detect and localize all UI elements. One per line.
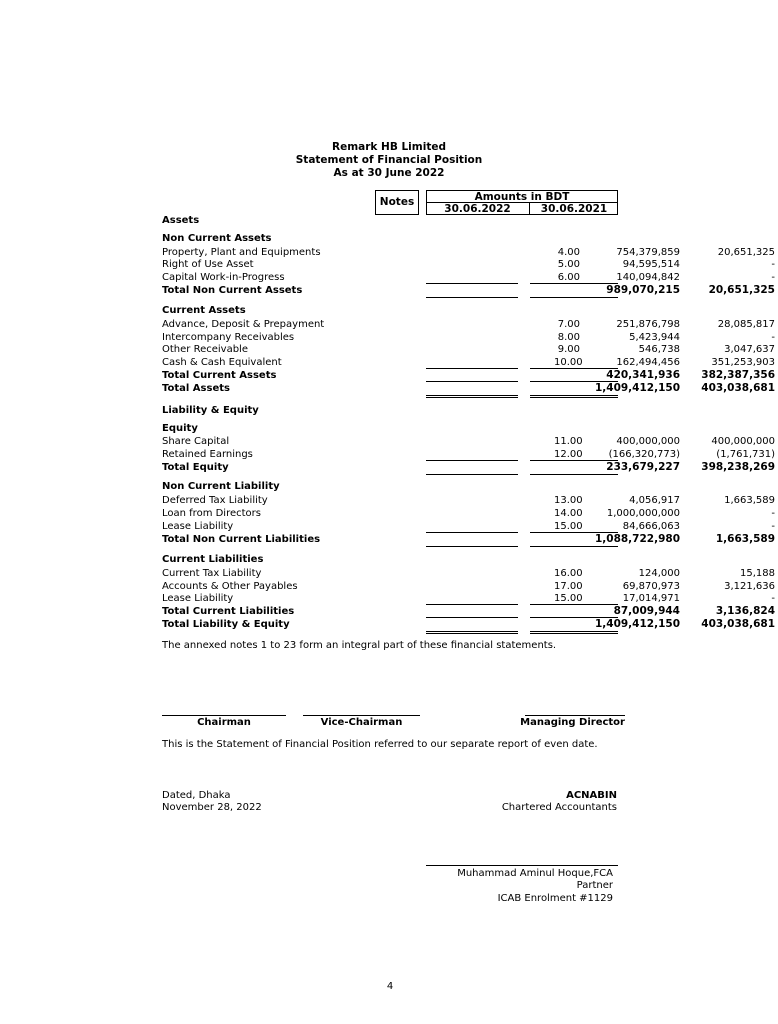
row-value-2021: 351,253,903 [711,357,775,368]
row-note: 10.00 [554,357,583,368]
row-label: Lease Liability [162,521,234,532]
row-note: 7.00 [557,319,580,330]
row-label: Loan from Directors [162,508,261,519]
row-value-2021: 1,663,589 [724,495,775,506]
row-value-2021: - [771,332,775,343]
row-value-2022: 233,679,227 [606,461,680,473]
row-label: Lease Liability [162,593,234,604]
table-row [162,343,775,356]
sig-chairman: Chairman [197,717,251,728]
row-value-2022: 420,341,936 [606,369,680,381]
section-non-current-assets: Non Current Assets [162,233,272,244]
auditor-title: Partner [576,880,613,891]
row-value-2021: 28,085,817 [717,319,775,330]
row-value-2022: 400,000,000 [616,436,680,447]
row-note: 16.00 [554,568,583,579]
row-value-2022: 140,094,842 [616,272,680,283]
row-value-2021: 3,047,637 [724,344,775,355]
table-row [162,507,775,520]
signature-line-chairman [162,715,286,716]
total-rule [530,546,618,547]
row-note: 17.00 [554,581,583,592]
notes-header: Notes [379,196,415,208]
row-note: 15.00 [554,593,583,604]
row-value-2022: 754,379,859 [616,247,680,258]
section-current-assets: Current Assets [162,305,246,316]
row-value-2022: 5,423,944 [629,332,680,343]
dated-date: November 28, 2022 [162,802,262,813]
row-note: 12.00 [554,449,583,460]
row-label: Share Capital [162,436,230,447]
row-note: 4.00 [557,247,580,258]
statement-date: As at 30 June 2022 [333,167,445,179]
grand-total-rule [426,395,518,398]
dated-place: Dated, Dhaka [162,790,231,801]
row-label: Accounts & Other Payables [162,581,298,592]
row-label: Intercompany Receivables [162,332,295,343]
row-label: Other Receivable [162,344,248,355]
row-value-2021: 1,663,589 [715,533,775,545]
row-value-2022: 1,409,412,150 [594,618,680,630]
total-rule [426,546,518,547]
row-value-2021: - [771,508,775,519]
audit-firm: ACNABIN [566,790,617,801]
year-prior-header: 30.06.2021 [540,203,608,215]
sig-vice-chairman: Vice-Chairman [320,717,403,728]
row-value-2021: (1,761,731) [716,449,775,460]
row-label: Total Current Liabilities [162,606,295,617]
total-rule [530,297,618,298]
section-equity: Equity [162,423,198,434]
grand-total-rule [530,631,618,634]
row-note: 14.00 [554,508,583,519]
total-row [162,533,775,546]
row-value-2022: 17,014,971 [622,593,680,604]
row-value-2021: 3,121,636 [724,581,775,592]
row-note: 8.00 [557,332,580,343]
row-label: Advance, Deposit & Prepayment [162,319,325,330]
total-rule [530,474,618,475]
sig-managing-director: Managing Director [520,717,625,728]
amounts-header: Amounts in BDT [474,191,570,203]
row-value-2022: (166,320,773) [608,449,680,460]
table-row [162,494,775,507]
row-value-2021: 20,651,325 [717,247,775,258]
row-value-2022: 546,738 [638,344,680,355]
row-value-2021: 382,387,356 [701,369,775,381]
row-value-2021: 20,651,325 [708,284,775,296]
auditor-name: Muhammad Aminul Hoque,FCA [457,868,613,879]
row-value-2022: 94,595,514 [622,259,680,270]
signature-line-md [525,715,625,716]
table-row [162,567,775,580]
row-value-2021: - [771,272,775,283]
total-row [162,618,775,631]
row-label: Total Current Assets [162,370,277,381]
row-value-2021: 15,188 [740,568,775,579]
audit-firm-type: Chartered Accountants [501,802,617,813]
auditor-enrolment: ICAB Enrolment #1129 [497,893,613,904]
row-note: 11.00 [554,436,583,447]
row-value-2022: 69,870,973 [622,581,680,592]
row-value-2021: 400,000,000 [711,436,775,447]
company-name: Remark HB Limited [332,141,446,153]
table-row [162,435,775,448]
signature-line-auditor [426,865,618,866]
annex-note: The annexed notes 1 to 23 form an integral part of these financial statements. [162,640,557,651]
row-value-2022: 4,056,917 [629,495,680,506]
section-current-liabilities: Current Liabilities [162,554,264,565]
row-value-2022: 1,088,722,980 [594,533,680,545]
row-value-2021: 403,038,681 [701,618,775,630]
row-label: Property, Plant and Equipments [162,247,321,258]
table-row [162,318,775,331]
row-label: Cash & Cash Equivalent [162,357,282,368]
row-label: Total Assets [162,383,230,394]
row-note: 5.00 [557,259,580,270]
row-label: Current Tax Liability [162,568,262,579]
row-label: Total Liability & Equity [162,619,290,630]
row-value-2021: 398,238,269 [701,461,775,473]
total-row [162,382,775,395]
row-value-2022: 162,494,456 [616,357,680,368]
row-value-2022: 124,000 [638,568,680,579]
signature-line-vice-chairman [303,715,420,716]
row-value-2022: 1,000,000,000 [606,508,680,519]
statement-title: Statement of Financial Position [295,154,483,166]
row-value-2021: - [771,593,775,604]
row-note: 9.00 [557,344,580,355]
total-rule [426,297,518,298]
total-row [162,284,775,297]
section-liability-equity: Liability & Equity [162,405,259,416]
row-note: 13.00 [554,495,583,506]
row-value-2022: 1,409,412,150 [594,382,680,394]
row-label: Capital Work-in-Progress [162,272,285,283]
row-value-2021: 3,136,824 [715,605,775,617]
row-label: Right of Use Asset [162,259,254,270]
row-label: Total Equity [162,462,229,473]
total-row [162,461,775,474]
table-row [162,258,775,271]
row-label: Deferred Tax Liability [162,495,268,506]
row-value-2022: 87,009,944 [613,605,680,617]
row-value-2021: - [771,521,775,532]
row-note: 6.00 [557,272,580,283]
row-label: Total Non Current Liabilities [162,534,321,545]
row-value-2022: 989,070,215 [606,284,680,296]
row-value-2021: 403,038,681 [701,382,775,394]
total-rule [426,474,518,475]
page-number: 4 [386,981,394,992]
row-value-2022: 84,666,063 [622,521,680,532]
row-note: 15.00 [554,521,583,532]
row-value-2021: - [771,259,775,270]
row-label: Total Non Current Assets [162,285,303,296]
grand-total-rule [530,395,618,398]
section-assets: Assets [162,215,200,226]
section-non-current-liability: Non Current Liability [162,481,280,492]
grand-total-rule [426,631,518,634]
year-current-header: 30.06.2022 [444,203,511,215]
row-value-2022: 251,876,798 [616,319,680,330]
row-label: Retained Earnings [162,449,253,460]
report-note: This is the Statement of Financial Position referred to our separate report of even date. [162,739,598,750]
